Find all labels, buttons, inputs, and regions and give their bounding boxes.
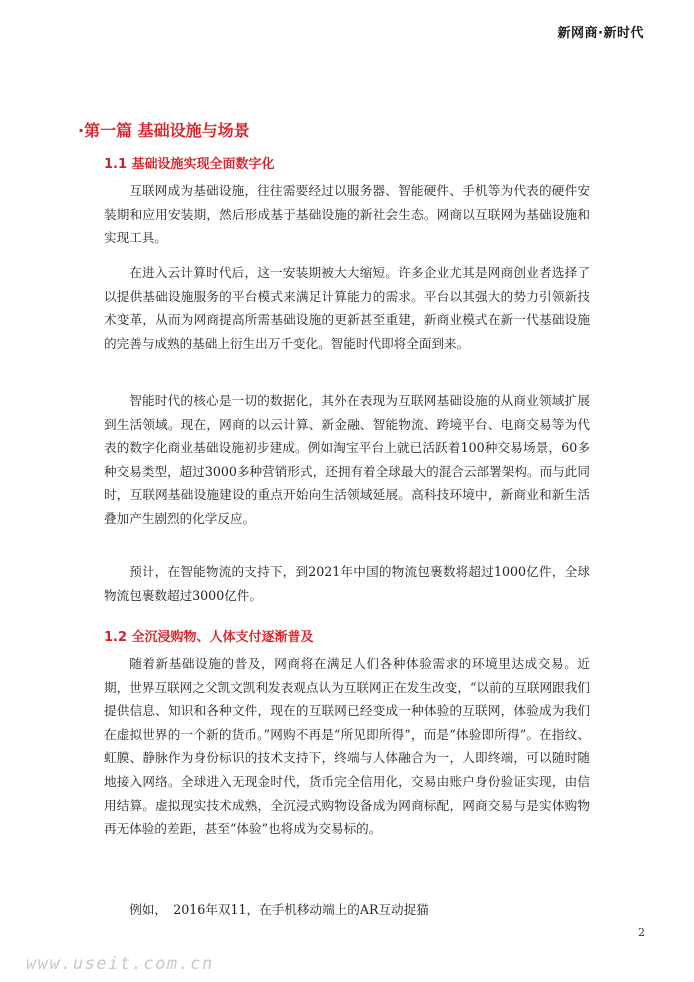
section-title-1-2: 1.2 全沉浸购物、人体支付逐渐普及: [104, 630, 314, 645]
page-number: 2: [638, 926, 645, 939]
paragraph: 随着新基础设施的普及，网商将在满足人们各种体验需求的环境里达成交易。近期，世界互联网之父凯文凯利发表观点认为互联网正在发生改变，“以前的互联网跟我们提供信息、知识和各种文件，现在的互联网已经变成一种体验的互联网，体验成为我们在虚拟世界的一个新的货币。”网购不再是“所见即所得”，而是“体验即所得”。在指纹、虹膜、静脉作为身份标识的技术支持下，终端与人体融合为一，人即终端，可以随时随地接入网络。全球进入无现金时代，货币完全信用化，交易由账户身份验证实现，由信用结算。虚拟现实技术成熟，全沉浸式购物设备成为网商标配，网商交易与是实体购物再无体验的差距，甚至“体验”也将成为交易标的。: [104, 656, 590, 837]
chapter-title: ·第一篇 基础设施与场景: [78, 121, 250, 140]
header-title: 新网商·新时代: [557, 26, 644, 41]
section-title-1-1: 1.1 基础设施实现全面数字化: [104, 157, 275, 172]
paragraph: 互联网成为基础设施，往往需要经过以服务器、智能硬件、手机等为代表的硬件安装期和应用安装期，然后形成基于基础设施的新社会生态。网商以互联网为基础设施和实现工具。: [104, 183, 590, 246]
paragraph: 例如， 2016年双11，在手机移动端上的AR互动捉猫: [129, 902, 429, 917]
paragraph: 预计，在智能物流的支持下，到2021年中国的物流包裹数将超过1000亿件，全球物流包裹数超过3000亿件。: [104, 564, 590, 603]
paragraph: 智能时代的核心是一切的数据化，其外在表现为互联网基础设施的从商业领域扩展到生活领域。现在，网商的以云计算、新金融、智能物流、跨境平台、电商交易等为代表的数字化商业基础设施初步建成。例如淘宝平台上就已活跃着100种交易场景，60多种交易类型，超过3000多种营销形式，还拥有着全球最大的混合云部署架构。而与此同时，互联网基础设施建设的重点开始向生活领域延展。高科技环境中，新商业和新生活叠加产生剧烈的化学反应。: [104, 393, 590, 526]
watermark: www.useit.com.cn: [26, 954, 214, 974]
paragraph: 在进入云计算时代后，这一安装期被大大缩短。许多企业尤其是网商创业者选择了以提供基础设施服务的平台模式来满足计算能力的需求。平台以其强大的势力引领新技术变革，从而为网商提高所需基础设施的更新甚至重建，新商业模式在新一代基础设施的完善与成熟的基础上衍生出万千变化。智能时代即将全面到来。: [104, 265, 590, 351]
